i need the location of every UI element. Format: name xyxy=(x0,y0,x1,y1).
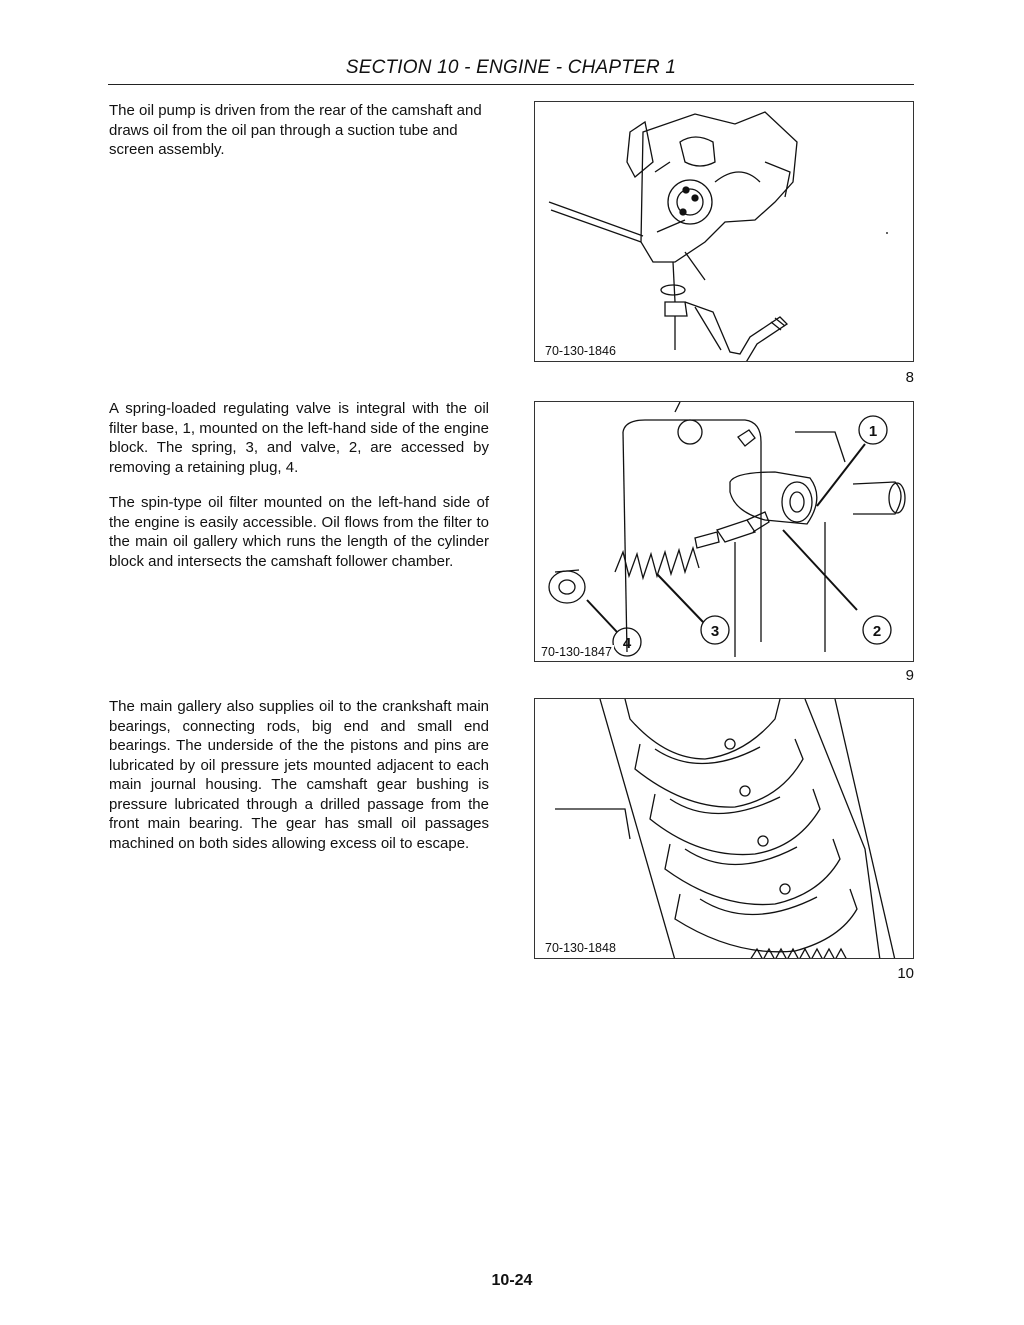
paragraph-regulating-valve: A spring-loaded regulating valve is integral with the oil filter base, 1, mounted on the left-hand side of the engine block. The spring, 3, and valve, 2, are accessed by removing a retaining plug, 4. xyxy=(109,400,489,476)
callout-2: 2 xyxy=(872,623,882,640)
paragraph-main-gallery: The main gallery also supplies oil to the crankshaft main bearings, connecting rods, big end and small end bearings. The underside of the the pistons and pins are lubricated by oil pressure jets mounted adjacent to each main journal housing. The camshaft gear bushing is pressure lubricated through a drilled passage from the front main bearing. The gear has small oil passages machined on both sides allowing excess oil to escape. xyxy=(109,698,489,852)
page-number: 10-24 xyxy=(491,1272,533,1289)
figure-main-bearings xyxy=(534,698,914,959)
main-bearings-illustration xyxy=(535,699,914,959)
figure-oil-pump xyxy=(534,101,914,362)
callout-1: 1 xyxy=(868,423,878,440)
paragraph-oil-filter: The spin-type oil filter mounted on the left-hand side of the engine is easily accessible. Oil flows from the filter to the main oil gallery which runs the length of the cylinder block and intersects the camshaft follower chamber. xyxy=(109,494,489,570)
figure-code: 70-130-1847 xyxy=(541,645,612,659)
callout-3: 3 xyxy=(710,623,720,640)
figure-regulating-valve xyxy=(534,401,914,662)
paragraph-oil-pump: The oil pump is driven from the rear of the camshaft and draws oil from the oil pan through a suction tube and screen assembly. xyxy=(109,102,482,158)
oil-pump-illustration xyxy=(535,102,914,362)
figure-code: 70-130-1848 xyxy=(545,941,616,955)
regulating-valve-illustration xyxy=(535,402,914,662)
figure-number: 10 xyxy=(897,965,914,982)
figure-number: 9 xyxy=(905,667,914,684)
section-header: SECTION 10 - ENGINE - CHAPTER 1 xyxy=(345,57,677,78)
callout-4: 4 xyxy=(622,635,632,652)
header-divider xyxy=(108,84,914,85)
figure-code: 70-130-1846 xyxy=(545,344,616,358)
figure-number: 8 xyxy=(905,369,914,386)
